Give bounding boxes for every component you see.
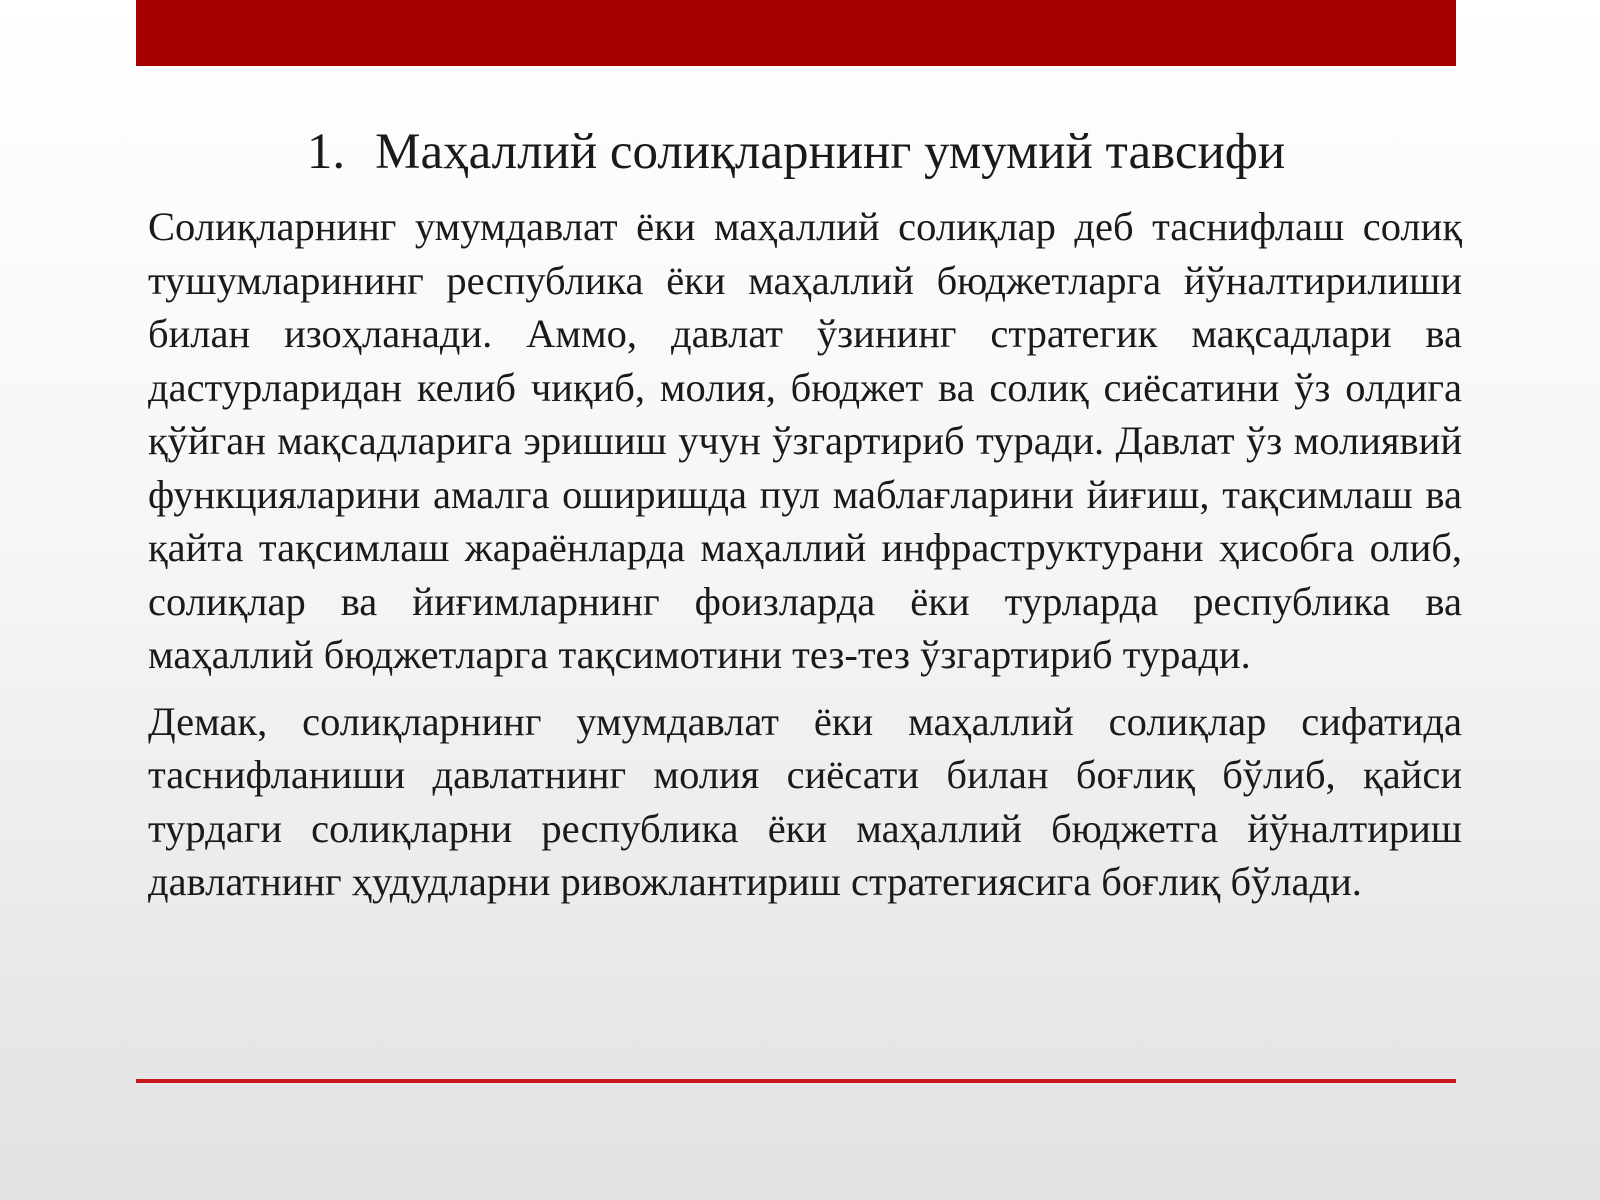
title-text: Маҳаллий солиқларнинг умумий тавсифи xyxy=(375,124,1286,180)
title-number: 1. xyxy=(306,124,346,180)
header-bar xyxy=(136,0,1456,66)
footer-divider xyxy=(136,1079,1456,1083)
slide-body xyxy=(148,200,1462,909)
paragraph-2: Демак, солиқларнинг умумдавлат ёки маҳаллий солиқлар сифатида таснифланиши давлатнинг молия сиёсати билан боғлиқ бўлиб, қайси турдаги солиқларни республика ёки маҳаллий бюджетга йўналтириш давлатнинг ҳудудларни ривожлантириш стратегиясига боғлиқ бўлади. xyxy=(148,698,1462,904)
slide-title xyxy=(136,120,1456,184)
paragraph-1: Солиқларнинг умумдавлат ёки маҳаллий солиқлар деб таснифлаш солиқ тушумларининг республика ёки маҳаллий бюджетларга йўналтирилиши билан изоҳланади. Аммо, давлат ўзининг стратегик мақсадлари ва дастурларидан келиб чиқиб, молия, бюджет ва солиқ сиёсатини ўз олдига қўйган мақсадларига эришиш учун ўзгартириб туради. Давлат ўз молиявий функцияларини амалга оширишда пул маблағларини йиғиш, тақсимлаш ва қайта тақсимлаш жараёнларда маҳаллий инфраструктурани ҳисобга олиб, солиқлар ва йиғимларнинг фоизларда ёки турларда республика ва маҳаллий бюджетларга тақсимотини тез-тез ўзгартириб туради. xyxy=(148,204,1462,677)
